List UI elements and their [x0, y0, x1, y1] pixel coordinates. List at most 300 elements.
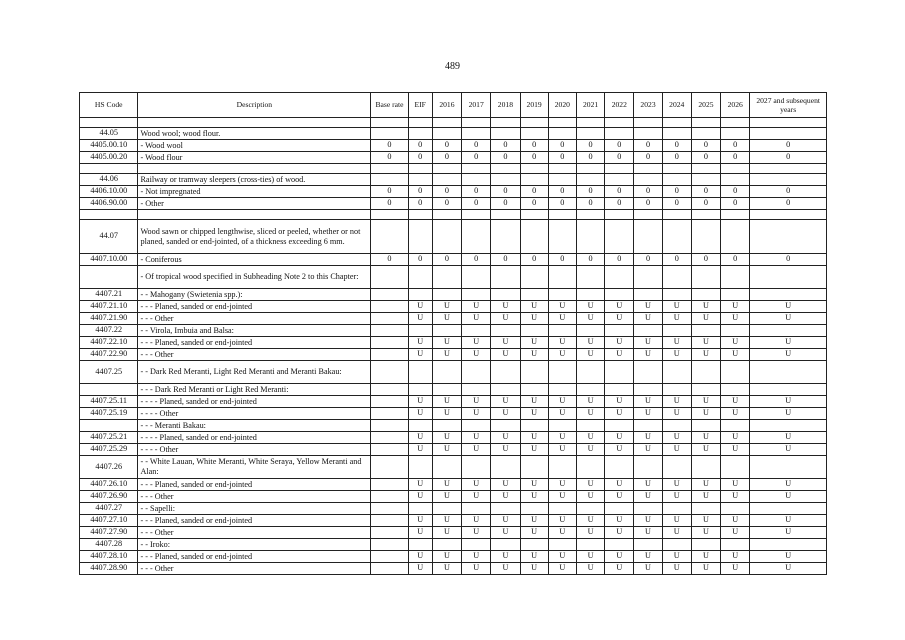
rate-cell: U — [462, 432, 491, 444]
rate-cell — [634, 539, 662, 551]
rate-cell: U — [548, 515, 576, 527]
rate-cell — [691, 220, 720, 254]
rate-cell: U — [408, 349, 432, 361]
rate-cell — [432, 325, 461, 337]
rate-cell — [371, 266, 408, 289]
rate-cell: U — [634, 337, 662, 349]
rate-cell — [691, 118, 720, 128]
rate-cell — [691, 325, 720, 337]
rate-cell: 0 — [432, 186, 461, 198]
rate-cell — [721, 128, 750, 140]
rate-cell: 0 — [721, 186, 750, 198]
rate-cell — [750, 289, 827, 301]
rate-cell — [634, 420, 662, 432]
rate-cell: U — [662, 491, 691, 503]
rate-cell: 0 — [462, 152, 491, 164]
rate-cell — [691, 361, 720, 384]
hs-code-cell: 4405.00.20 — [80, 152, 138, 164]
rate-cell — [408, 503, 432, 515]
rate-cell — [721, 174, 750, 186]
rate-cell — [520, 539, 548, 551]
rate-cell: U — [576, 396, 604, 408]
rate-cell: U — [750, 515, 827, 527]
rate-cell — [371, 337, 408, 349]
rate-cell: U — [750, 313, 827, 325]
rate-cell: U — [491, 551, 520, 563]
hs-code-cell: 4407.26.10 — [80, 479, 138, 491]
rate-cell: 0 — [491, 198, 520, 210]
rate-cell: 0 — [721, 254, 750, 266]
rate-cell — [462, 361, 491, 384]
rate-cell — [462, 420, 491, 432]
rate-cell — [432, 220, 461, 254]
rate-cell: U — [408, 396, 432, 408]
rate-cell — [408, 266, 432, 289]
rate-cell — [662, 210, 691, 220]
rate-cell: 0 — [408, 254, 432, 266]
rate-cell: 0 — [520, 186, 548, 198]
rate-cell — [662, 384, 691, 396]
rate-cell — [520, 164, 548, 174]
rate-cell: 0 — [634, 186, 662, 198]
rate-cell: 0 — [462, 140, 491, 152]
rate-cell — [520, 128, 548, 140]
rate-cell: U — [750, 337, 827, 349]
rate-cell: 0 — [691, 140, 720, 152]
rate-cell — [576, 128, 604, 140]
rate-cell — [548, 503, 576, 515]
rate-cell: U — [520, 491, 548, 503]
rate-cell — [576, 361, 604, 384]
description-cell: - - - Planed, sanded or end-jointed — [138, 479, 371, 491]
rate-cell: U — [750, 479, 827, 491]
hs-code-cell: 4406.90.00 — [80, 198, 138, 210]
rate-cell: U — [691, 396, 720, 408]
rate-cell — [462, 128, 491, 140]
rate-cell: U — [408, 432, 432, 444]
table-row — [80, 515, 827, 527]
rate-cell: U — [491, 432, 520, 444]
rate-cell — [750, 220, 827, 254]
table-row — [80, 289, 827, 301]
hs-code-cell: 4407.25.29 — [80, 444, 138, 456]
rate-cell: U — [520, 301, 548, 313]
rate-cell: U — [662, 337, 691, 349]
table-row — [80, 349, 827, 361]
rate-cell — [371, 396, 408, 408]
table-row — [80, 479, 827, 491]
rate-cell: U — [408, 313, 432, 325]
rate-cell: U — [721, 563, 750, 575]
rate-cell: U — [462, 527, 491, 539]
rate-cell — [548, 289, 576, 301]
rate-cell: U — [605, 313, 634, 325]
rate-cell: U — [750, 408, 827, 420]
description-cell: - - - Other — [138, 563, 371, 575]
rate-cell: U — [491, 408, 520, 420]
hs-code-cell: 4407.26 — [80, 456, 138, 479]
rate-cell — [371, 491, 408, 503]
rate-cell: U — [691, 491, 720, 503]
rate-cell — [605, 210, 634, 220]
column-header: 2017 — [462, 93, 491, 118]
rate-cell: U — [548, 551, 576, 563]
rate-cell — [371, 408, 408, 420]
rate-cell — [721, 164, 750, 174]
rate-cell — [520, 174, 548, 186]
hs-code-cell: 4407.22 — [80, 325, 138, 337]
rate-cell — [576, 456, 604, 479]
rate-cell — [576, 539, 604, 551]
rate-cell: U — [721, 551, 750, 563]
rate-cell: U — [721, 527, 750, 539]
rate-cell — [371, 444, 408, 456]
rate-cell: U — [750, 349, 827, 361]
hs-code-cell — [80, 164, 138, 174]
rate-cell — [520, 503, 548, 515]
rate-cell — [491, 361, 520, 384]
rate-cell: U — [548, 337, 576, 349]
hs-code-cell: 4407.27.90 — [80, 527, 138, 539]
rate-cell: 0 — [750, 254, 827, 266]
rate-cell — [691, 503, 720, 515]
rate-cell: U — [662, 396, 691, 408]
rate-cell — [371, 563, 408, 575]
table-row — [80, 164, 827, 174]
table-row — [80, 210, 827, 220]
rate-cell — [576, 289, 604, 301]
rate-cell: U — [491, 563, 520, 575]
rate-cell: U — [432, 563, 461, 575]
description-cell: - Of tropical wood specified in Subheading Note 2 to this Chapter: — [138, 266, 371, 289]
rate-cell: 0 — [576, 152, 604, 164]
rate-cell — [605, 503, 634, 515]
rate-cell — [408, 361, 432, 384]
rate-cell — [371, 118, 408, 128]
hs-code-cell: 4405.00.10 — [80, 140, 138, 152]
rate-cell: U — [462, 444, 491, 456]
rate-cell — [721, 118, 750, 128]
description-cell: - - Mahogany (Swietenia spp.): — [138, 289, 371, 301]
rate-cell — [634, 361, 662, 384]
rate-cell — [491, 384, 520, 396]
rate-cell: 0 — [520, 140, 548, 152]
rate-cell: 0 — [576, 186, 604, 198]
rate-cell: 0 — [520, 254, 548, 266]
rate-cell: U — [691, 479, 720, 491]
rate-cell: 0 — [750, 198, 827, 210]
table-row — [80, 408, 827, 420]
rate-cell — [548, 456, 576, 479]
rate-cell: U — [662, 349, 691, 361]
column-header: 2024 — [662, 93, 691, 118]
description-cell: Railway or tramway sleepers (cross-ties) of wood. — [138, 174, 371, 186]
rate-cell — [605, 325, 634, 337]
rate-cell — [750, 539, 827, 551]
rate-cell — [750, 456, 827, 479]
table-row — [80, 174, 827, 186]
column-header: 2020 — [548, 93, 576, 118]
table-row — [80, 361, 827, 384]
rate-cell: 0 — [691, 198, 720, 210]
description-cell: - Wood flour — [138, 152, 371, 164]
hs-code-cell: 4407.28.90 — [80, 563, 138, 575]
rate-cell: 0 — [371, 152, 408, 164]
rate-cell — [491, 289, 520, 301]
rate-cell: 0 — [548, 198, 576, 210]
rate-cell — [371, 349, 408, 361]
table-header-row — [80, 93, 827, 118]
rate-cell: U — [662, 301, 691, 313]
rate-cell: U — [520, 563, 548, 575]
table-row — [80, 186, 827, 198]
hs-code-cell: 44.05 — [80, 128, 138, 140]
rate-cell: U — [548, 408, 576, 420]
description-cell: - - Sapelli: — [138, 503, 371, 515]
rate-cell — [371, 384, 408, 396]
rate-cell — [491, 325, 520, 337]
table-row — [80, 384, 827, 396]
table-row — [80, 456, 827, 479]
rate-cell: 0 — [721, 198, 750, 210]
rate-cell: U — [548, 491, 576, 503]
rate-cell — [462, 384, 491, 396]
rate-cell: U — [750, 432, 827, 444]
hs-code-cell — [80, 384, 138, 396]
rate-cell: U — [576, 313, 604, 325]
table-row — [80, 118, 827, 128]
rate-cell — [491, 128, 520, 140]
rate-cell — [691, 174, 720, 186]
rate-cell: U — [548, 349, 576, 361]
column-header: Description — [138, 93, 371, 118]
rate-cell — [408, 384, 432, 396]
rate-cell: U — [432, 432, 461, 444]
rate-cell: U — [605, 563, 634, 575]
rate-cell: U — [548, 563, 576, 575]
rate-cell: 0 — [548, 186, 576, 198]
rate-cell — [576, 174, 604, 186]
description-cell: - Wood wool — [138, 140, 371, 152]
rate-cell: 0 — [605, 186, 634, 198]
rate-cell: 0 — [408, 152, 432, 164]
rate-cell: U — [750, 491, 827, 503]
rate-cell: U — [576, 527, 604, 539]
rate-cell: U — [491, 396, 520, 408]
rate-cell: U — [750, 301, 827, 313]
rate-cell — [691, 384, 720, 396]
rate-cell — [408, 210, 432, 220]
rate-cell — [634, 128, 662, 140]
rate-cell — [491, 220, 520, 254]
rate-cell — [462, 174, 491, 186]
rate-cell — [750, 174, 827, 186]
rate-cell: 0 — [432, 140, 461, 152]
rate-cell — [634, 456, 662, 479]
description-cell: - - Iroko: — [138, 539, 371, 551]
rate-cell: U — [634, 444, 662, 456]
rate-cell — [408, 174, 432, 186]
rate-cell: U — [691, 337, 720, 349]
rate-cell: 0 — [408, 198, 432, 210]
rate-cell: U — [408, 551, 432, 563]
rate-cell — [662, 325, 691, 337]
table-row — [80, 396, 827, 408]
table-row — [80, 444, 827, 456]
description-cell: - Other — [138, 198, 371, 210]
rate-cell: U — [462, 396, 491, 408]
description-cell: Wood sawn or chipped lengthwise, sliced or peeled, whether or not planed, sanded or end-jointed, of a thickness exceeding 6 mm. — [138, 220, 371, 254]
rate-cell — [662, 456, 691, 479]
rate-cell: 0 — [605, 254, 634, 266]
table-row — [80, 254, 827, 266]
rate-cell: U — [432, 479, 461, 491]
rate-cell — [371, 432, 408, 444]
hs-code-cell: 4407.22.10 — [80, 337, 138, 349]
rate-cell — [662, 174, 691, 186]
rate-cell: 0 — [576, 254, 604, 266]
rate-cell: 0 — [721, 140, 750, 152]
rate-cell — [721, 210, 750, 220]
table-row — [80, 539, 827, 551]
rate-cell — [750, 164, 827, 174]
rate-cell — [520, 210, 548, 220]
table-row — [80, 313, 827, 325]
rate-cell: U — [491, 444, 520, 456]
rate-cell — [432, 503, 461, 515]
description-cell: - - - - Planed, sanded or end-jointed — [138, 396, 371, 408]
rate-cell: U — [634, 527, 662, 539]
rate-cell — [605, 456, 634, 479]
rate-cell: U — [634, 479, 662, 491]
rate-cell — [548, 118, 576, 128]
rate-cell — [371, 361, 408, 384]
rate-cell: U — [634, 491, 662, 503]
rate-cell: U — [462, 349, 491, 361]
hs-code-cell: 4407.22.90 — [80, 349, 138, 361]
rate-cell: U — [432, 301, 461, 313]
rate-cell — [662, 118, 691, 128]
rate-cell — [691, 456, 720, 479]
rate-cell: U — [462, 408, 491, 420]
table-row — [80, 301, 827, 313]
rate-cell — [520, 220, 548, 254]
rate-cell — [605, 174, 634, 186]
rate-cell: U — [432, 337, 461, 349]
rate-cell — [750, 503, 827, 515]
rate-cell — [408, 220, 432, 254]
description-cell: - - - - Planed, sanded or end-jointed — [138, 432, 371, 444]
rate-cell: U — [634, 563, 662, 575]
rate-cell: U — [691, 349, 720, 361]
rate-cell — [432, 539, 461, 551]
rate-cell — [721, 325, 750, 337]
rate-cell: U — [605, 432, 634, 444]
rate-cell: U — [576, 301, 604, 313]
rate-cell: 0 — [691, 186, 720, 198]
rate-cell — [605, 164, 634, 174]
column-header: 2016 — [432, 93, 461, 118]
rate-cell — [371, 164, 408, 174]
rate-cell: U — [691, 527, 720, 539]
rate-cell — [634, 210, 662, 220]
rate-cell — [605, 539, 634, 551]
rate-cell: 0 — [576, 198, 604, 210]
rate-cell: U — [432, 551, 461, 563]
tariff-schedule-table — [79, 92, 827, 575]
rate-cell: 0 — [662, 152, 691, 164]
rate-cell — [491, 210, 520, 220]
description-cell: - Coniferous — [138, 254, 371, 266]
rate-cell — [548, 539, 576, 551]
rate-cell — [662, 503, 691, 515]
rate-cell: U — [691, 432, 720, 444]
rate-cell: U — [634, 396, 662, 408]
description-cell: - - - Planed, sanded or end-jointed — [138, 301, 371, 313]
rate-cell: 0 — [634, 152, 662, 164]
rate-cell — [462, 118, 491, 128]
rate-cell: U — [662, 563, 691, 575]
table-row — [80, 432, 827, 444]
column-header: EIF — [408, 93, 432, 118]
rate-cell: U — [691, 444, 720, 456]
rate-cell: U — [691, 563, 720, 575]
rate-cell: U — [491, 491, 520, 503]
rate-cell — [721, 384, 750, 396]
rate-cell — [520, 266, 548, 289]
rate-cell — [750, 325, 827, 337]
rate-cell: U — [750, 551, 827, 563]
rate-cell — [432, 266, 461, 289]
rate-cell: U — [520, 444, 548, 456]
rate-cell: 0 — [691, 254, 720, 266]
hs-code-cell: 44.06 — [80, 174, 138, 186]
rate-cell: U — [548, 301, 576, 313]
table-row — [80, 491, 827, 503]
rate-cell: U — [520, 349, 548, 361]
rate-cell: U — [432, 491, 461, 503]
rate-cell — [576, 210, 604, 220]
hs-code-cell: 4407.28 — [80, 539, 138, 551]
rate-cell: 0 — [371, 186, 408, 198]
rate-cell — [634, 266, 662, 289]
rate-cell: U — [691, 515, 720, 527]
description-cell: - - Dark Red Meranti, Light Red Meranti and Meranti Bakau: — [138, 361, 371, 384]
rate-cell: U — [576, 349, 604, 361]
rate-cell: U — [408, 408, 432, 420]
rate-cell: U — [432, 444, 461, 456]
rate-cell — [432, 210, 461, 220]
hs-code-cell — [80, 266, 138, 289]
rate-cell — [548, 128, 576, 140]
rate-cell: U — [432, 408, 461, 420]
rate-cell — [408, 325, 432, 337]
rate-cell — [491, 420, 520, 432]
rate-cell — [691, 539, 720, 551]
rate-cell: 0 — [548, 254, 576, 266]
rate-cell: 0 — [605, 152, 634, 164]
rate-cell — [432, 384, 461, 396]
rate-cell — [520, 118, 548, 128]
rate-cell: 0 — [462, 198, 491, 210]
rate-cell: U — [548, 479, 576, 491]
rate-cell — [691, 164, 720, 174]
table-row — [80, 220, 827, 254]
rate-cell — [432, 420, 461, 432]
rate-cell — [605, 384, 634, 396]
description-cell: - - Virola, Imbuia and Balsa: — [138, 325, 371, 337]
rate-cell — [634, 289, 662, 301]
